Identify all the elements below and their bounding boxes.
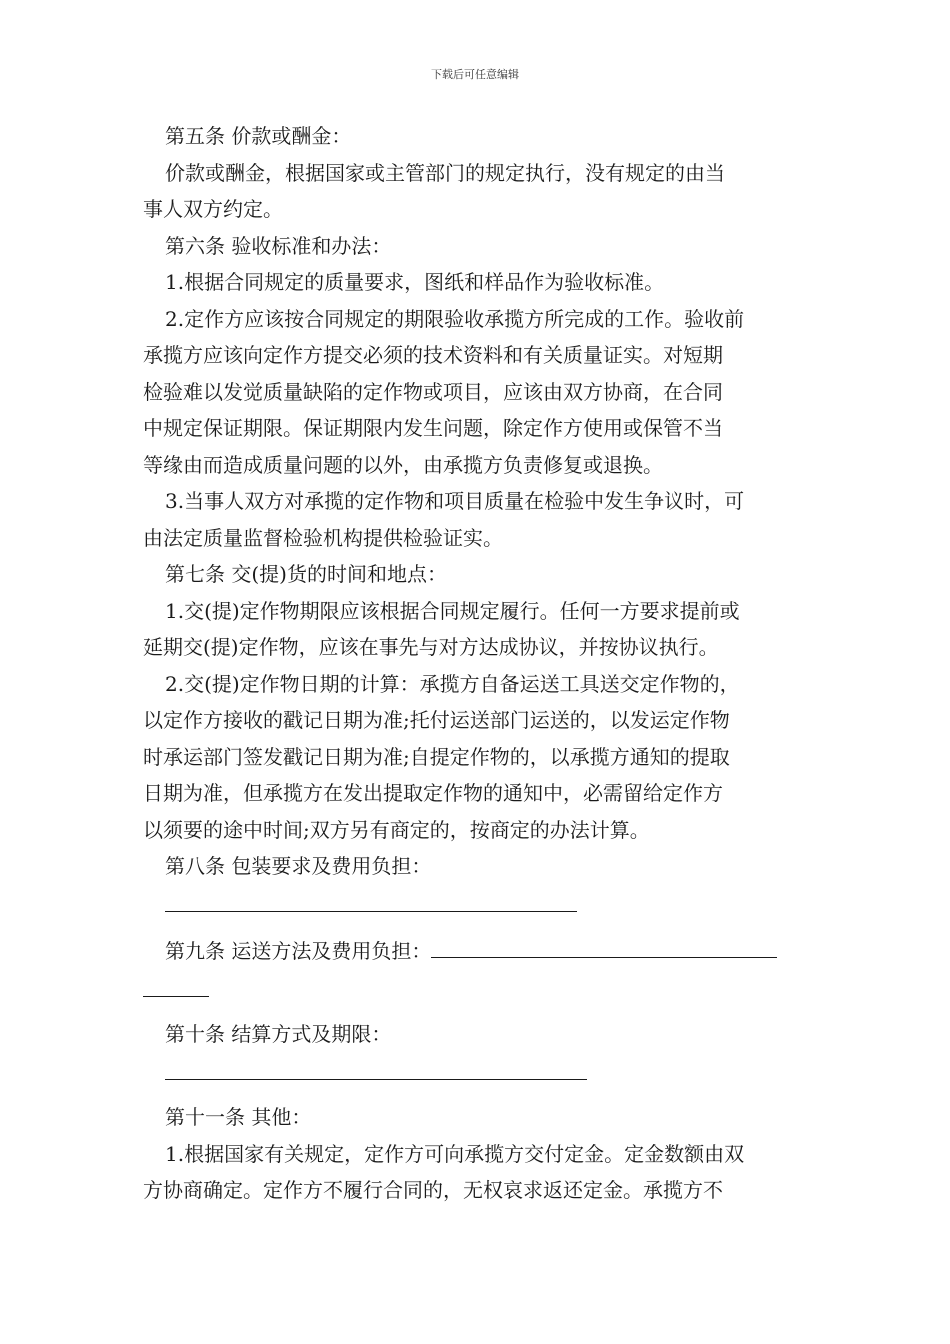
page-header: 下载后可任意编辑 — [431, 68, 519, 81]
article-6-item-2-line-1: 2.定作方应该按合同规定的期限验收承揽方所完成的工作。验收前 — [165, 306, 745, 331]
article-9-title: 第九条 运送方法及费用负担： — [165, 939, 432, 963]
article-11-item-1-line-2: 方协商确定。定作方不履行合同的，无权哀求返还定金。承揽方不 — [143, 1178, 723, 1202]
article-5-title: 第五条 价款或酬金： — [165, 124, 352, 148]
article-10-blank-line — [143, 1053, 808, 1092]
article-7-item-2-line-4: 日期为准，但承揽方在发出提取定作物的通知中，必需留给定作方 — [143, 781, 723, 805]
article-5-line-2: 事人双方约定。 — [143, 197, 283, 221]
article-6-item-2-line-3: 检验难以发觉质量缺陷的定作物或项目，应该由双方协商，在合同 — [143, 379, 723, 404]
article-7-item-2-line-2: 以定作方接收的戳记日期为准;托付运送部门运送的，以发运定作物 — [143, 708, 730, 732]
article-6-item-3-line-2: 由法定质量监督检验机构提供检验证实。 — [143, 525, 503, 550]
article-10-title: 第十条 结算方式及期限： — [165, 1022, 392, 1046]
article-6-item-2-line-2: 承揽方应该向定作方提交必须的技术资料和有关质量证实。对短期 — [143, 343, 723, 367]
article-6-item-2-line-5: 等缘由而造成质量问题的以外，由承揽方负责修复或退换。 — [143, 452, 663, 477]
article-7-item-1-line-1: 1.交(提)定作物期限应该根据合同规定履行。任何一方要求提前或 — [165, 598, 740, 623]
article-7-item-2-line-5: 以须要的途中时间;双方另有商定的，按商定的办法计算。 — [143, 817, 650, 842]
article-11-item-1-line-1: 1.根据国家有关规定，定作方可向承揽方交付定金。定金数额由双 — [165, 1141, 745, 1166]
article-9-blank-continuation — [143, 970, 808, 1009]
article-6-title: 第六条 验收标准和办法： — [165, 233, 392, 258]
article-11-title: 第十一条 其他： — [165, 1105, 312, 1129]
article-7-item-1-line-2: 延期交(提)定作物，应该在事先与对方达成协议，并按协议执行。 — [143, 635, 719, 659]
article-8-title: 第八条 包装要求及费用负担： — [165, 854, 432, 878]
article-6-item-3-line-1: 3.当事人双方对承揽的定作物和项目质量在检验中发生争议时，可 — [165, 489, 745, 513]
article-9-line — [143, 931, 808, 970]
document-body — [143, 118, 808, 1209]
article-5-line-1: 价款或酬金，根据国家或主管部门的规定执行，没有规定的由当 — [165, 160, 725, 185]
article-7-item-2-line-3: 时承运部门签发戳记日期为准;自提定作物的，以承揽方通知的提取 — [143, 744, 730, 769]
article-8-blank-line — [143, 885, 808, 924]
article-7-title: 第七条 交(提)货的时间和地点： — [165, 562, 447, 586]
article-7-item-2-line-1: 2.交(提)定作物日期的计算：承揽方自备运送工具送交定作物的， — [165, 671, 740, 696]
article-6-item-1: 1.根据合同规定的质量要求，图纸和样品作为验收标准。 — [165, 270, 665, 294]
article-6-item-2-line-4: 中规定保证期限。保证期限内发生问题，除定作方使用或保管不当 — [143, 416, 723, 440]
